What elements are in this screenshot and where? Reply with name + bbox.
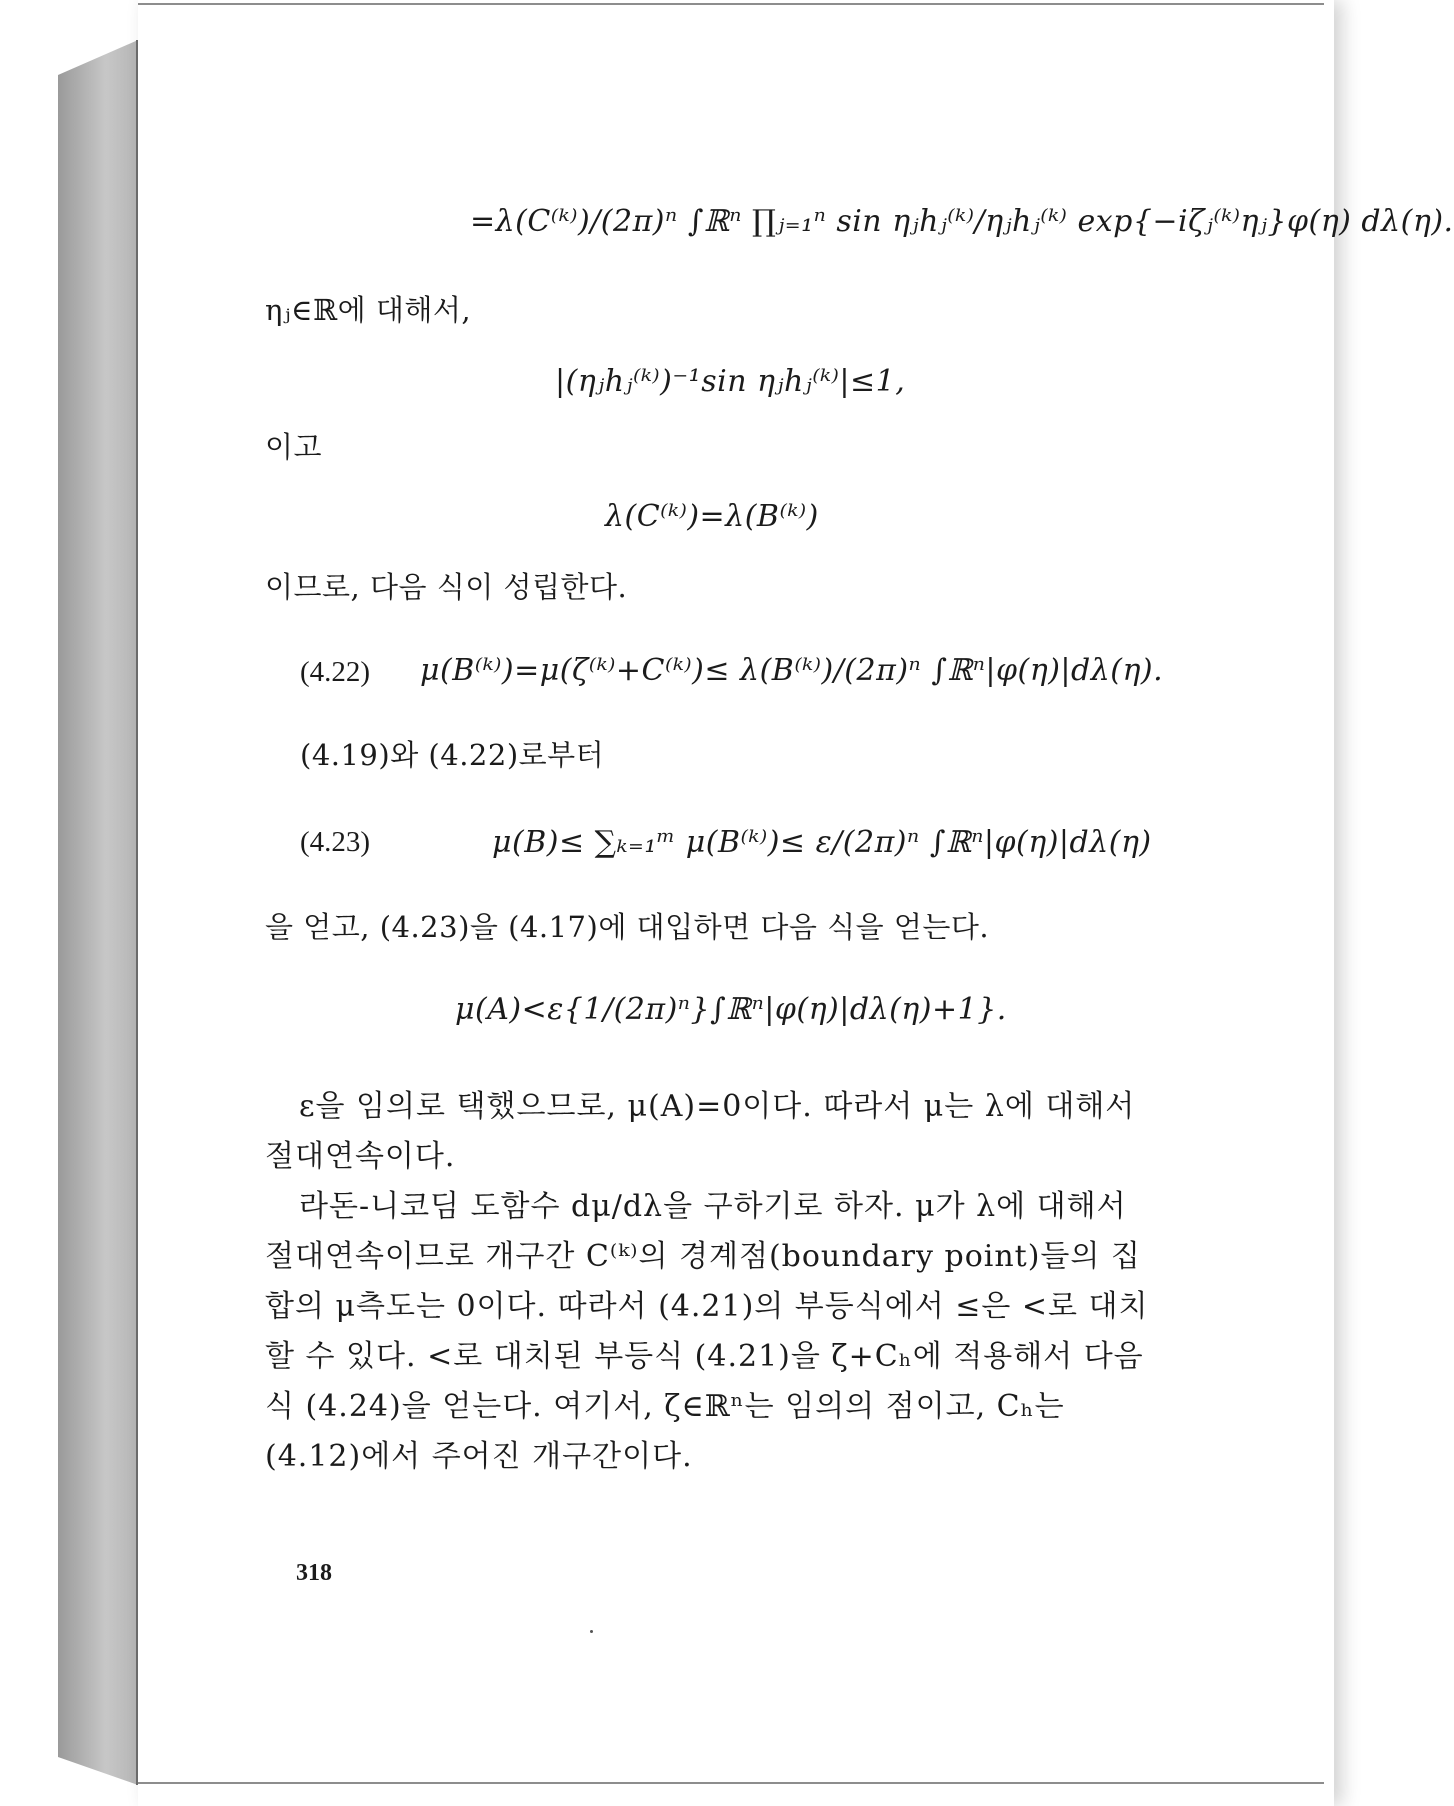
text-from-419-422: (4.19)와 (4.22)로부터 — [300, 738, 605, 772]
page-number: 318 — [296, 1560, 332, 1586]
equation-top: =λ(C⁽ᵏ⁾)/(2π)ⁿ ∫ℝⁿ ∏ⱼ₌₁ⁿ sin ηⱼhⱼ⁽ᵏ⁾/ηⱼhⱼ⁽ᵏ⁾ exp{−iζⱼ⁽ᵏ⁾ηⱼ}φ(η) dλ(η). — [470, 204, 1454, 239]
text-substitute: 을 얻고, (4.23)을 (4.17)에 대입하면 다음 식을 얻는다. — [265, 910, 990, 944]
page-sheet — [138, 0, 1334, 1806]
equation-4-23: μ(B)≤ ∑ₖ₌₁ᵐ μ(B⁽ᵏ⁾)≤ ε/(2π)ⁿ ∫ℝⁿ|φ(η)|dλ(η) — [492, 825, 1152, 860]
text-eta-in-R: ηⱼ∈ℝ에 대해서, — [265, 293, 472, 327]
book-page-edge — [58, 40, 138, 1785]
equation-lambda-equality: λ(C⁽ᵏ⁾)=λ(B⁽ᵏ⁾) — [605, 499, 819, 534]
text-following-holds: 이므로, 다음 식이 성립한다. — [265, 570, 628, 604]
equation-mu-A-bound: μ(A)<ε{1/(2π)ⁿ}∫ℝⁿ|φ(η)|dλ(η)+1}. — [455, 992, 1007, 1027]
paragraph-radon-nikodym: 라돈-니코딤 도함수 dμ/dλ을 구하기로 하자. μ가 λ에 대해서 절대연속이므로 개구간 C⁽ᵏ⁾의 경계점(boundary point)들의 집합의 μ측도는 0이다. 따라서 (4.21)의 부등식에서 ≤은 <로 대치할 수 있다. <로 대치된 부등식 (4.21)을 ζ+Cₕ에 적용해서 다음 식 (4.24)을 얻는다. 여기서, ζ∈ℝⁿ는 임의의 점이고, Cₕ는 (4.12)에서 주어진 개구간이다. — [265, 1189, 1149, 1474]
equation-number-4-23: (4.23) — [300, 826, 371, 858]
equation-number-4-22: (4.22) — [300, 656, 371, 688]
equation-sin-bound: |(ηⱼhⱼ⁽ᵏ⁾)⁻¹sin ηⱼhⱼ⁽ᵏ⁾|≤1, — [555, 364, 906, 399]
stray-dot-mark — [590, 1630, 593, 1633]
page-top-border — [138, 3, 1324, 5]
paragraph-absolute-continuity: ε을 임의로 택했으므로, μ(A)=0이다. 따라서 μ는 λ에 대해서 절대연속이다. — [265, 1089, 1136, 1174]
page-bottom-border — [138, 1782, 1324, 1784]
text-igo: 이고 — [265, 430, 323, 464]
equation-4-22: μ(B⁽ᵏ⁾)=μ(ζ⁽ᵏ⁾+C⁽ᵏ⁾)≤ λ(B⁽ᵏ⁾)/(2π)ⁿ ∫ℝⁿ|φ(η)|dλ(η). — [420, 653, 1164, 688]
